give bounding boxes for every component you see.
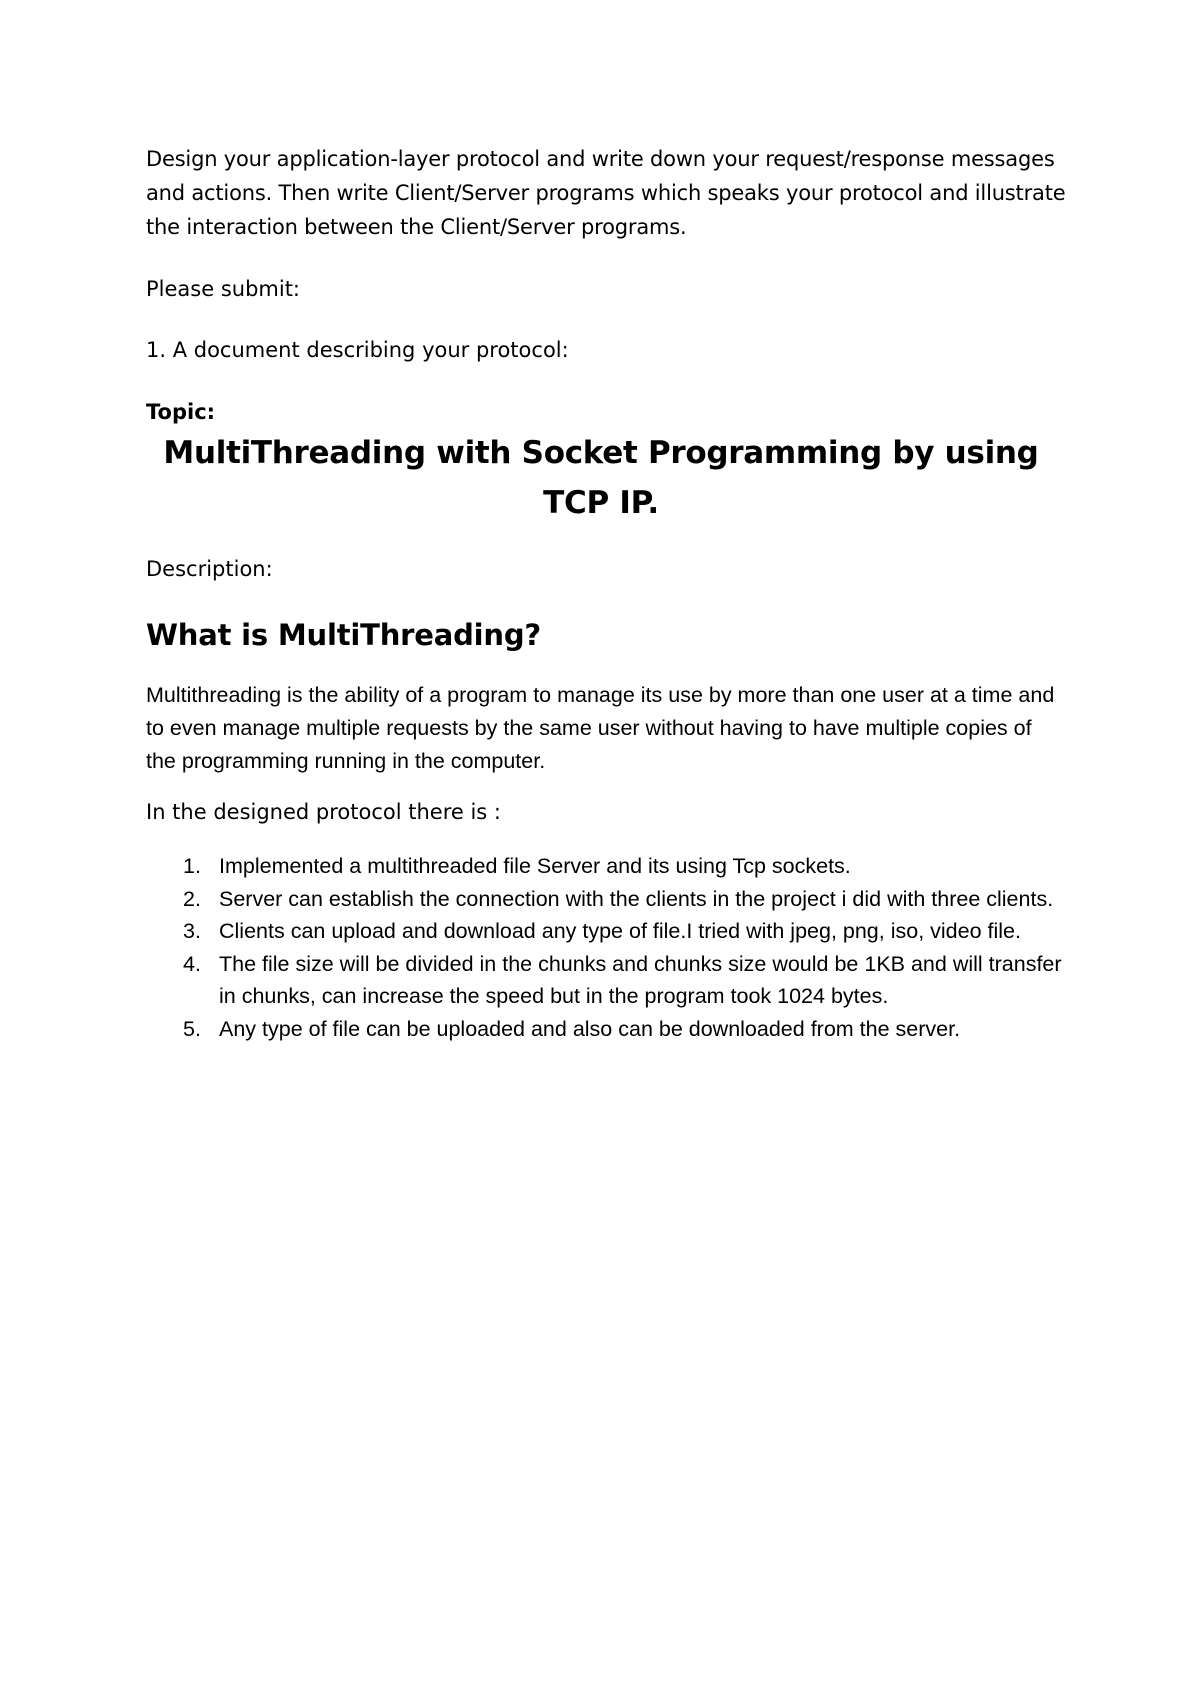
list-item: [146, 850, 1069, 883]
list-item: [146, 948, 1069, 1013]
list-item-text: Server can establish the connection with the clients in the project i did with three clients.: [219, 886, 1054, 911]
document-content: [146, 142, 1066, 1045]
multithreading-definition: Multithreading is the ability of a program to manage its use by more than one user at a time and to even manage multiple requests by the same user without having to have multiple copies of the programming running in the computer.: [146, 683, 1055, 773]
list-item: [146, 1013, 1069, 1046]
list-item-number: 5.: [183, 1016, 201, 1041]
list-item-number: 3.: [183, 919, 201, 943]
feature-list: [146, 850, 1066, 1045]
topic-title: MultiThreading with Socket Programming by using TCP IP.: [163, 435, 1039, 521]
list-item-text: Clients can upload and download any type of file.I tried with jpeg, png, iso, video file.: [219, 919, 1021, 943]
topic-label: Topic:: [146, 400, 216, 424]
list-item-text: Implemented a multithreaded file Server and its using Tcp sockets.: [219, 854, 851, 878]
please-submit-text: Please submit:: [146, 277, 301, 301]
designed-protocol-label: In the designed protocol there is :: [146, 800, 502, 824]
list-item-number: 2.: [183, 886, 201, 911]
section-heading: What is MultiThreading?: [146, 618, 541, 652]
description-label: Description:: [146, 557, 273, 581]
list-item-text: The file size will be divided in the chunks and chunks size would be 1KB and will transfer in chunks, can increase the speed but in the program took 1024 bytes.: [219, 951, 1062, 1008]
list-item: [146, 883, 1069, 916]
list-item: [146, 915, 1069, 948]
intro-paragraph: Design your application-layer protocol and write down your request/response messages and actions. Then write Client/Server programs which speaks your protocol and illustrate the interaction between the Client/Server programs.: [146, 147, 1066, 239]
list-item-number: 4.: [183, 951, 201, 976]
list-item-text: Any type of file can be uploaded and also can be downloaded from the server.: [219, 1016, 961, 1041]
list-item-number: 1.: [183, 854, 201, 878]
document-requirement-item: 1. A document describing your protocol:: [146, 338, 569, 362]
